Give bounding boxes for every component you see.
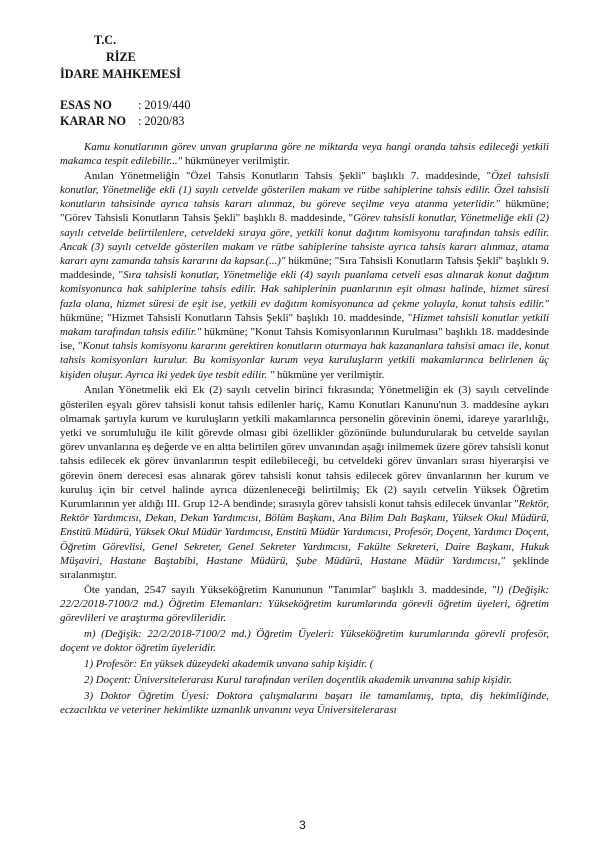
body-text: şeklinde sıralanmıştır. xyxy=(60,554,549,582)
case-number-row xyxy=(60,97,190,113)
body-text: hükmüne; "Görev Tahsisli Konutların Tahsis Şekli" başlıklı 8. maddesinde, " xyxy=(60,198,549,225)
decision-number-row xyxy=(60,113,184,129)
header-city: RİZE xyxy=(106,50,136,64)
quoted-text: 3) Doktor Öğretim Üyesi: Doktora çalışmalarını başarı ile tamamlamış, tıpta, diş hekimliğinde, eczacılıkta ve veteriner hekimlikte uzmanlık unvanını veya Üniversitelerarası xyxy=(60,690,549,717)
esas-value: : 2019/440 xyxy=(138,98,191,112)
quoted-text: Özel tahsisli konutlar, Yönetmeliğe ekli (1) sayılı cetvelde gösterilen makam ve rütbe sahiplerine tahsis edilir. Özel tahsisli konutların tahsisinde ayrıca tahsis kararı alınmaz, bu göreve seçilme veya atanma yeterlidir." xyxy=(60,169,550,211)
body-paragraph xyxy=(60,169,549,382)
quoted-text: Görev tahsisli konutlar, Yönetmeliğe ekli (2) sayılı cetvelde belirtilenlere, cetveldeki sıraya göre, yetkili konut dağıtım komisyonu tarafından tahsis edilir. Ancak (3) sayılı cetvelde gösterilen makam ve rütbe sahiplerine tahsiste ayrıca tahsis kararı alınmaz, atama kararı aynı zamanda tahsis kararını da kapsar.(...)" xyxy=(60,212,549,268)
body-paragraph xyxy=(60,583,549,626)
quoted-text: Kamu konutlarının görev unvan gruplarına göre ne miktarda veya hangi oranda tahsis edileceği yetkili makamca tespit edilebilir..." xyxy=(60,141,549,168)
quoted-text: 1) Profesör: En yüksek düzeydeki akademik unvana sahip kişidir. ( xyxy=(84,658,374,671)
page-number: 3 xyxy=(299,818,306,832)
body-paragraph xyxy=(60,657,549,671)
quoted-text: Rektör, Rektör Yardımcısı, Dekan, Dekan Yardımcısı, Bölüm Başkanı, Ana Bilim Dalı Başkanı, Yüksek Okul Müdürü, Enstitü Müdürü, Yüksek Okul Müdür Yardımcısı, Enstitü Müdür Yardımcısı, Profesör, Doçent, Yardımcı Doçent, Öğretim Görevlisi, Genel Sekreter, Genel Sekreter Yardımcısı, Fakülte Sekreteri, Daire Başkanı, Hukuk Müşaviri, Hastane Baştabibi, Hastane Müdürü, Şube Müdürü, Hastane Müdür Yardımcısı," xyxy=(60,498,549,567)
body-paragraph xyxy=(60,383,549,582)
quoted-text: l) (Değişik: 22/2/2018-7100/2 md.) Öğretim Elemanları: Yükseköğretim kurumlarında görevli öğretim üyeleri, öğretim görevlileri ve araştırma görevlileridir. xyxy=(60,583,549,625)
body-text: hükmüne; "Hizmet Tahsisli Konutların Tahsis Şekli" başlıklı 10. maddesinde, " xyxy=(60,311,413,324)
esas-label: ESAS NO xyxy=(60,98,112,112)
body-text: hükmüne yer verilmiştir. xyxy=(274,368,385,381)
body-text: Öte yandan, 2547 sayılı Yükseköğretim Kanununun "Tanımlar" başlıklı 3. maddesinde, " xyxy=(84,583,497,596)
body-text: Anılan Yönetmeliğin "Özel Tahsis Konutların Tahsis Şekli" başlıklı 7. maddesinde, " xyxy=(84,169,492,182)
header-court: İDARE MAHKEMESİ xyxy=(60,67,181,81)
quoted-text: Hizmet tahsisli konutlar yetkili makam tarafından tahsis edilir." xyxy=(60,311,549,339)
body-text: Anılan Yönetmelik eki Ek (2) sayılı cetvelin birinci fıkrasında; Yönetmeliğin ek (3) sayılı cetvelinde gösterilen eşyalı görev tahsisli konut tahsis edilenler hariç, Kamu Konutları Kanunu'nun 3. maddesine aykırı olmamak şartıyla kurum ve kuruluşların yetkili makamlarınca personelin görevinin önemi, idareye yararlılığı, yetki ve sorumluluğu ile kilit görevde olması gibi özellikler gözönünde bulundurularak bu cetvelde sayılan görev unvanlarına eş değerde ve en altta belirtilen görev unvanından aşağı inilmemek üzere görev tahsisli konut tahsis edilecek ek görev ünvanlarının tespit edilebileceği, bu cetveldeki görev ünvanları sırası hiyerarşisi ve görevin önem derecesi esas alınarak görev tahsisli konut tahsis edilecek görev ünvanlarının her kurum ve kuruluş için bir cetvel halinde ayrıca düzenleneceği belirtilmiş; Ek (2) sayılı cetvelin Yüksek Öğretim Kurumlarının yer aldığı III. Grup 12-A bendinde; sırasıyla görev tahsisli konut tahsis edilecek ünvanlar '' xyxy=(60,384,549,511)
quoted-text: m) (Değişik: 22/2/2018-7100/2 md.) Öğretim Üyeleri: Yükseköğretim kurumlarında görevli profesör, doçent ve doktor öğretim üyeleridir. xyxy=(60,627,549,655)
karar-label: KARAR NO xyxy=(60,114,127,128)
document-body xyxy=(60,140,549,719)
karar-value: : 2020/83 xyxy=(138,114,185,128)
quoted-text: 2) Doçent: Üniversitelerarası Kurul tarafından verilen doçentlik akademik unvanına sahip kişidir. xyxy=(84,674,512,687)
body-text: hükmüneyer verilmiştir. xyxy=(182,155,290,168)
quoted-text: Sıra tahsisli konutlar, Yönetmeliğe ekli (4) sayılı puanlama cetveli esas alınarak konut dağıtım komisyonunca hak sahiplerine tahsis edilir. Hak sahiplerinin puanlarının eşit olması halinde, hizmet süresi fazla olana, hizmet süresi de eşit ise, yetkili ev dağıtım komisyonunca ad çekme yoluyla, konut tahsis edilir." xyxy=(60,269,549,310)
body-paragraph xyxy=(60,689,549,717)
body-text: hükmüne; "Konut Tahsis Komisyonlarının Kurulması" başlıklı 18. maddesinde ise, " xyxy=(60,326,549,353)
quoted-text: Konut tahsis komisyonu kararını gerektiren konutların oturmaya hak kazananlara tahsisi amacı ile, konut tahsis komisyonları kurulur. Bu komisyonlar kurum veya kuruluşların yetkili makamlarınca belirlenen üç kişiden oluşur. Ayrıca iki yedek üye tesbit edilir. " xyxy=(60,340,549,381)
body-paragraph xyxy=(60,627,549,655)
body-paragraph xyxy=(60,673,549,687)
body-paragraph xyxy=(60,140,549,168)
header-tc: T.C. xyxy=(94,33,117,47)
body-text: hükmüne; "Sıra Tahsisli Konutların Tahsis Şekli" başlıklı 9. maddesinde, " xyxy=(60,255,549,282)
